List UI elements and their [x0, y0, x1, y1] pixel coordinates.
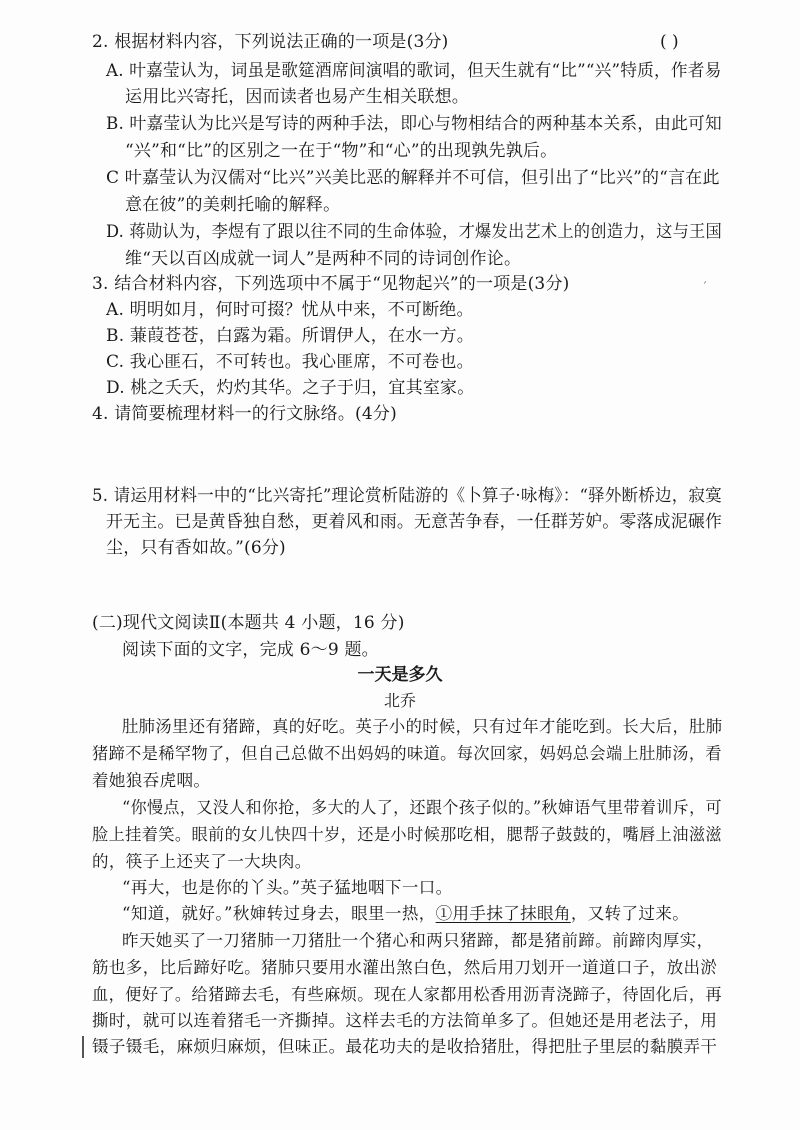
- q3-option-c: C. 我心匪石，不可转也。我心匪席，不可卷也。: [106, 352, 474, 372]
- q5-stem-cont-2: 尘，只有香如故。”(6分): [106, 538, 286, 558]
- passage-p2-l1: “你慢点，又没人和你抢，多大的人了，还跟个孩子似的。”秋婶语气里带着训斥，可: [122, 798, 722, 817]
- q2-option-b: B. 叶嘉莹认为比兴是写诗的两种手法，即心与物相结合的两种基本关系，由此可知: [106, 114, 722, 134]
- passage-p5-l2: 筋也多，比后蹄好吃。猪肺只要用水灌出煞白色，然后用刀划开一道道口子，放出淤: [92, 958, 718, 977]
- q3-option-a: A. 明明如月，何时可掇？忧从中来，不可断绝。: [106, 300, 474, 320]
- q2-option-c-cont: 意在彼”的美刺托喻的解释。: [125, 195, 341, 215]
- passage-p4-post: ，又转了过来。: [570, 904, 690, 923]
- passage-author: 北乔: [383, 691, 416, 710]
- passage-p5-l4: 撕时，就可以连着猪毛一齐撕掉。这样去毛的方法简单多了。但她还是用老法子，用: [92, 1011, 718, 1030]
- q2-option-a: A. 叶嘉莹认为，词虽是歌筵酒席间演唱的歌词，但天生就有“比”“兴”特质，作者易: [106, 61, 722, 81]
- q5-stem-cont-1: 开无主。已是黄昏独自愁，更着风和雨。无意苦争春，一任群芳妒。零落成泥碾作: [106, 512, 723, 532]
- passage-p4-pre: “知道，就好。”秋婶转过身去，眼里一热，: [122, 904, 436, 923]
- q5-stem: 5. 请运用材料一中的“比兴寄托”理论赏析陆游的《卜算子·咏梅》：“驿外断桥边，寂寞: [92, 486, 722, 506]
- passage-p4: [122, 903, 689, 925]
- q2-option-d: D. 蒋勋认为，李煜有了跟以往不同的生命体验，才爆发出艺术上的创造力，这与王国: [106, 222, 722, 242]
- q2-answer-bracket: ( ): [660, 32, 679, 52]
- q4-stem: 4. 请简要梳理材料一的行文脉络。(4分): [92, 404, 397, 424]
- q5-answer-space[interactable]: [90, 565, 710, 605]
- section2-instruction: 阅读下面的文字，完成 6～9 题。: [122, 640, 379, 660]
- q3-option-d: D. 桃之夭夭，灼灼其华。之子于归，宜其室家。: [106, 378, 475, 398]
- passage-title: 一天是多久: [357, 665, 443, 685]
- passage-p5-l1: 昨天她买了一刀猪肺一刀猪肚一个猪心和两只猪蹄，都是猪前蹄。前蹄肉厚实，: [122, 931, 714, 950]
- q4-answer-space[interactable]: [90, 430, 710, 480]
- passage-p2-l3: 的，筷子上还夹了一大块肉。: [92, 852, 312, 871]
- passage-p1-l3: 着她狼吞虎咽。: [92, 771, 211, 790]
- q2-option-a-cont: 运用比兴寄托，因而读者也易产生相关联想。: [125, 87, 469, 107]
- q3-stem: 3. 结合材料内容，下列选项中不属于“见物起兴”的一项是(3分): [92, 274, 570, 294]
- passage-p5-l3: 血，便好了。给猪蹄去毛，有些麻烦。现在人家都用松香用沥青浇蹄子，待固化后，再: [92, 985, 723, 1004]
- q2-option-d-cont: 维“天以百凶成就一词人”是两种不同的诗词创作论。: [125, 249, 522, 269]
- passage-p1-l1: 肚肺汤里还有猪蹄，真的好吃。英子小的时候，只有过年才能吃到。长大后，肚肺: [122, 717, 723, 736]
- annotated-phrase-1: ①用手抹了抹眼角: [435, 904, 571, 923]
- passage-p1-l2: 猪蹄不是稀罕物了，但自己总做不出妈妈的味道。每次回家，妈妈总会端上肚肺汤，看: [92, 744, 723, 763]
- q2-stem: 2. 根据材料内容，下列说法正确的一项是(3分): [92, 32, 449, 52]
- passage-p3: “再大，也是你的丫头。”英子猛地咽下一口。: [122, 878, 453, 897]
- passage-p2-l2: 脸上挂着笑。眼前的女儿快四十岁，还是小时候那吃相，腮帮子鼓鼓的，嘴唇上油滋滋: [92, 825, 723, 844]
- margin-tick: ˊ: [702, 282, 707, 293]
- q2-option-b-cont: “兴”和“比”的区别之一在于“物”和“心”的出现孰先孰后。: [125, 141, 558, 161]
- binding-margin-mark: [82, 1036, 84, 1058]
- q2-option-c: C 叶嘉莹认为汉儒对“比兴”兴美比恶的解释并不可信，但引出了“比兴”的“言在此: [106, 168, 720, 188]
- q3-option-b: B. 蒹葭苍苍，白露为霜。所谓伊人，在水一方。: [106, 326, 474, 346]
- passage-p5-l5: 镊子镊毛，麻烦归麻烦，但味正。最花功夫的是收拾猪肚，得把肚子里层的黏膜弄干: [92, 1037, 718, 1056]
- section2-heading: (二)现代文阅读Ⅱ(本题共 4 小题，16 分): [92, 613, 405, 633]
